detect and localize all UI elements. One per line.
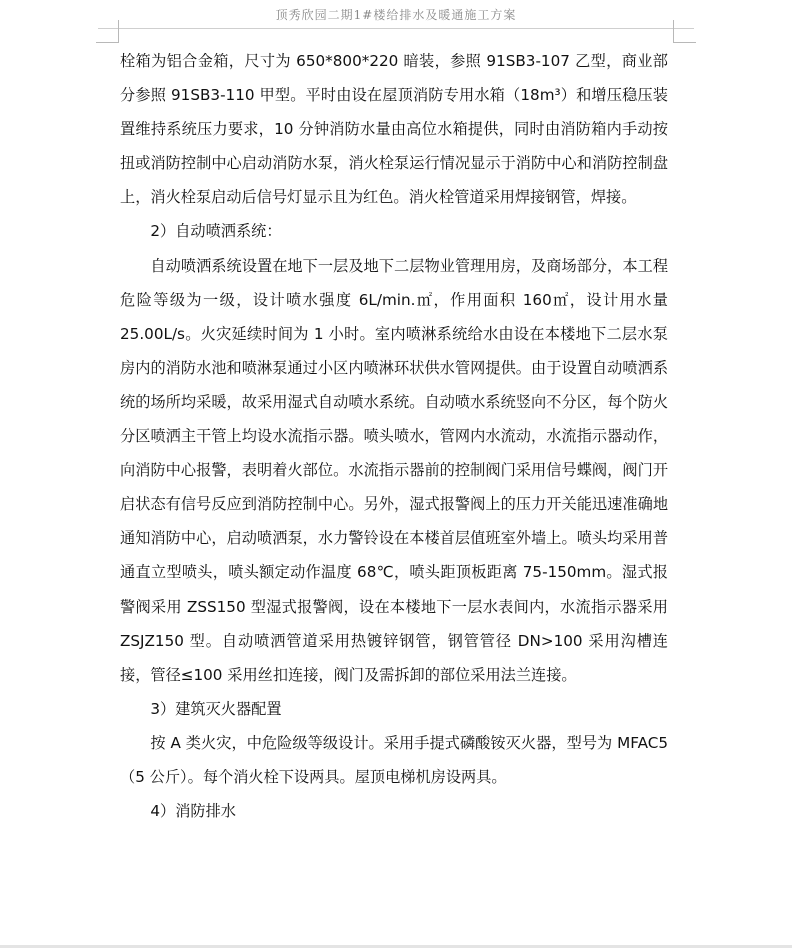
heading-fire-extinguishers: 3）建筑灭火器配置 — [150, 699, 282, 718]
paragraph-fire-extinguishers: 按 A 类火灾，中危险级等级设计。采用手提式磷酸铵灭火器，型号为 MFAC5（5 公斤）。每个消火栓下设两具。屋顶电梯机房设两具。 — [120, 733, 668, 786]
margin-mark-right — [673, 20, 696, 43]
margin-mark-left — [96, 20, 119, 43]
heading-fire-drainage: 4）消防排水 — [150, 802, 236, 821]
page-header: 顶秀欣园二期1#楼给排水及暖通施工方案 — [275, 8, 517, 22]
paragraph-sprinkler-system: 自动喷洒系统设置在地下一层及地下二层物业管理用房，及商场部分，本工程危险等级为一级，设计喷水强度 6L/min.㎡，作用面积 160㎡，设计用水量 25.00L/s。火灾延续时间为 1 小时。室内喷淋系统给水由设在本楼地下二层水泵房内的消防水池和喷淋泵通过小区内喷淋环状供水管网提供。由于设置自动喷洒系统的场所均采暖，故采用湿式自动喷水系统。自动喷水系统竖向不分区，每个防火分区喷洒主干管上均设水流指示器。喷头喷水，管网内水流动，水流指示器动作，向消防中心报警，表明着火部位。水流指示器前的控制阀门采用信号蝶阀，阀门开启状态有信号反应到消防控制中心。另外，湿式报警阀上的压力开关能迅速准确地通知消防中心，启动喷洒泵，水力警铃设在本楼首层值班室外墙上。喷头均采用普通直立型喷头，喷头额定动作温度 68℃，喷头距顶板距离 75-150mm。湿式报警阀采用 ZSS150 型湿式报警阀，设在本楼地下一层水表间内，水流指示器采用 ZSJZ150 型。自动喷洒管道采用热镀锌钢管，钢管管径 DN>100 采用沟槽连接，管径≤100 采用丝扣连接，阀门及需拆卸的部位采用法兰连接。 — [120, 256, 668, 684]
document-body — [120, 44, 668, 828]
heading-sprinkler-system: 2）自动喷洒系统： — [150, 222, 282, 241]
header-rule — [98, 28, 694, 29]
paragraph-hydrant-box: 栓箱为铝合金箱，尺寸为 650*800*220 暗装，参照 91SB3-107 乙型，商业部分参照 91SB3-110 甲型。平时由设在屋顶消防专用水箱（18m³）和增压稳压装置维持系统压力要求，10 分钟消防水量由高位水箱提供，同时由消防箱内手动按扭或消防控制中心启动消防水泵，消火栓泵运行情况显示于消防中心和消防控制盘上，消火栓泵启动后信号灯显示且为红色。消火栓管道采用焊接钢管，焊接。 — [120, 52, 668, 207]
